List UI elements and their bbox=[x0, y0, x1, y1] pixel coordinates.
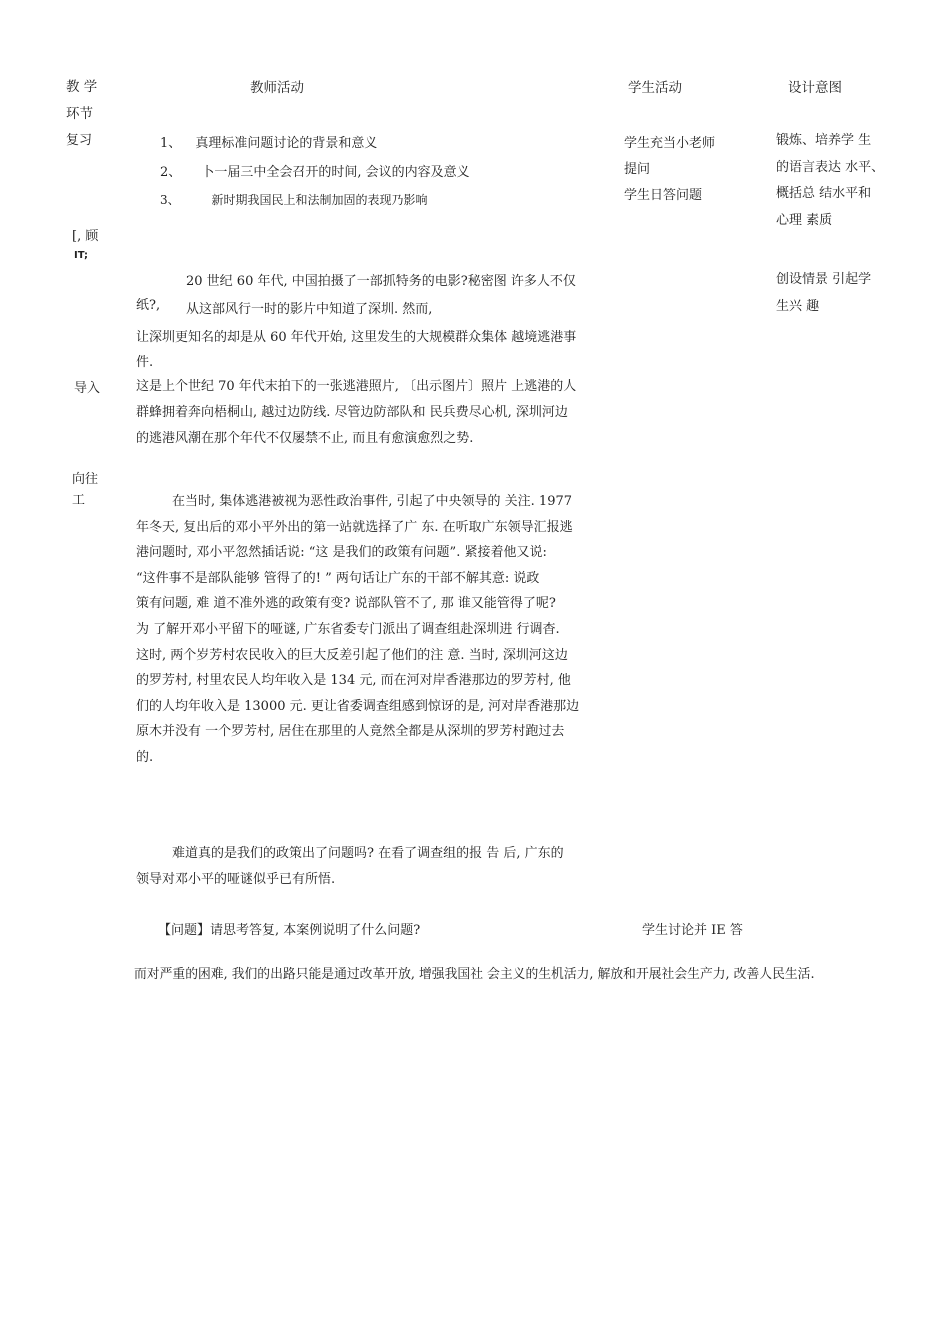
stage-next-line2: 工 bbox=[72, 493, 86, 508]
review-item-2 bbox=[160, 161, 470, 180]
stage-intro-label: 导入 bbox=[74, 381, 101, 396]
para3-line: “这件事不是部队能够 管得了的! ” 两句话让广东的干部不解其意: 说政 bbox=[136, 570, 540, 586]
header-design-intent: 设计意图 bbox=[788, 80, 842, 96]
para1-line2a: 纸?, bbox=[136, 298, 161, 313]
header-student-activity: 学生活动 bbox=[628, 80, 682, 96]
para3-line: 为 了解开邓小平留下的哑谜, 广东省委专门派出了调查组赴深圳进 行调杳. bbox=[136, 621, 560, 637]
paragraph-3 bbox=[136, 489, 608, 771]
stage-review-sub2: IT; bbox=[74, 250, 88, 261]
para3-line: 年冬天, 复出后的邓小平外出的第一站就选择了广 东. 在听取广东领导汇报逃 bbox=[136, 519, 573, 535]
review-item-2-text: 卜一届三中全会召开的时间, 会议的内容及意义 bbox=[201, 165, 470, 180]
design-intent-intro bbox=[776, 266, 871, 320]
para3-line: 原木并没有 一个罗芳村, 居住在那里的人竟然全都是从深圳的罗芳村跑过去 bbox=[136, 724, 565, 740]
para2-line: 群蜂拥着奔向梧桐山, 越过边防线. 尽管边防部队和 民兵费尽心机, 深圳河边 bbox=[136, 405, 568, 420]
design-intent-review bbox=[776, 128, 884, 234]
review-item-1-text: 真理标准问题讨论的背景和意义 bbox=[195, 136, 378, 151]
para4-line: 难道真的是我们的政策出了问题吗? 在看了调查组的报 告 后, 广东的 bbox=[172, 846, 564, 861]
para3-line: 策有问题, 难 道不准外逃的政策有变? 说部队管不了, 那 谁又能管得了呢? bbox=[136, 596, 556, 612]
header-stage-line1: 教 学 bbox=[66, 79, 98, 95]
para1-line3: 让深圳更知名的却是从 60 年代开始, 这里发生的大规模群众集体 越境逃港事 bbox=[136, 330, 577, 345]
design-intent-line: 心理 素质 bbox=[776, 212, 833, 228]
para3-line: 在当时, 集体逃港被视为恶性政治事件, 引起了中央领导的 关注. 1977 bbox=[172, 494, 573, 509]
para3-line: 的. bbox=[136, 749, 154, 765]
conclusion: 而对严重的困难, 我们的出路只能是通过改革开放, 增强我国社 会主义的生机活力, 解放和开展社会生产力, 改善人民生活. bbox=[134, 967, 815, 982]
design-intent-line: 创设情景 引起学 bbox=[776, 272, 872, 287]
student-activity-line: 提问 bbox=[624, 162, 651, 177]
header-teacher-activity: 教师活动 bbox=[250, 80, 304, 96]
student-activity-line: 学生日答问题 bbox=[624, 188, 703, 203]
para3-line: 们的人均年收入是 13000 元. 更让省委调查组感到惊讶的是, 河对岸香港那边 bbox=[136, 698, 580, 714]
review-item-3-num: 3、 bbox=[160, 193, 180, 207]
para4-line: 领导对邓小平的哑谜似乎已有所悟. bbox=[136, 872, 336, 887]
question-prompt: 【问题】请思考答复, 本案例说明了什么问题? bbox=[158, 923, 421, 938]
paragraph-4 bbox=[136, 841, 608, 893]
para3-line: 的罗芳村, 村里农民人均年收入是 134 元, 而在河对岸香港那边的罗芳村, 他 bbox=[136, 673, 571, 689]
para1-line1: 20 世纪 60 年代, 中国拍摄了一部抓特务的电影?秘密图 许多人不仅 bbox=[186, 274, 576, 289]
design-intent-line: 的语言表达 水平、 bbox=[776, 159, 885, 175]
stage-next-line1: 向往 bbox=[72, 472, 99, 487]
review-item-2-num: 2、 bbox=[160, 165, 182, 180]
student-activity-review bbox=[624, 131, 715, 209]
design-intent-line: 生兴 趣 bbox=[776, 299, 820, 314]
design-intent-line: 锻炼、培养学 生 bbox=[776, 133, 872, 148]
para1-line4: 件. bbox=[136, 355, 154, 370]
stage-review-label: 复习 bbox=[66, 133, 93, 148]
header-stage-line2: 环节 bbox=[66, 106, 93, 122]
para3-line: 港问题时, 邓小平忽然插话说: “这 是我们的政策有问题”. 紧接着他又说: bbox=[136, 545, 547, 561]
review-item-1 bbox=[160, 132, 377, 151]
student-activity-line: 学生充当小老师 bbox=[624, 136, 716, 151]
para2-line: 这是上个世纪 70 年代末拍下的一张逃港照片, 〔出示图片〕照片 上逃港的人 bbox=[136, 379, 577, 394]
review-item-1-num: 1、 bbox=[160, 136, 182, 151]
review-item-3 bbox=[160, 191, 427, 208]
student-discuss: 学生讨论并 IE 答 bbox=[642, 923, 743, 938]
review-item-3-text: 新时期我国民上和法制加固的表现乃影响 bbox=[211, 193, 428, 207]
para3-line: 这时, 两个岁芳村农民收入的巨大反差引起了他们的注 意. 当时, 深圳河这边 bbox=[136, 647, 568, 663]
design-intent-line: 概括总 结水平和 bbox=[776, 186, 872, 201]
stage-review-sub1: [, 顾 bbox=[72, 229, 99, 244]
para1-line2b: 从这部风行一时的影片中知道了深圳. 然而, bbox=[186, 302, 433, 317]
para2-line: 的逃港风潮在那个年代不仅屡禁不止, 而且有愈演愈烈之势. bbox=[136, 431, 474, 446]
paragraph-2 bbox=[136, 374, 608, 452]
